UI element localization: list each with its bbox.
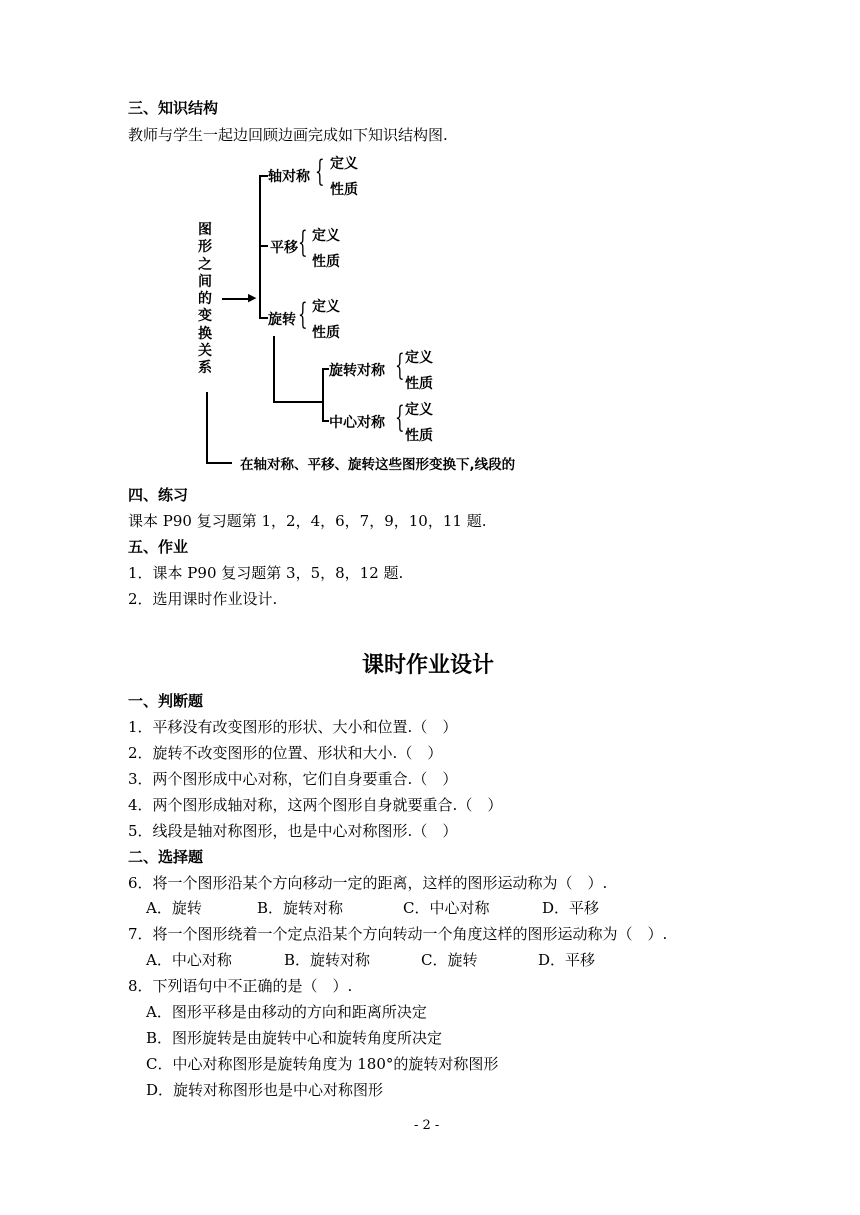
root-char: 的 [198,291,212,308]
trunk-line [259,175,261,318]
brace-icon: { [298,225,308,260]
sub-branch-line [322,368,324,421]
page-number: - 2 - [414,1118,440,1133]
option-item: C．旋转 [421,951,478,969]
section-heading-true-false: 一、判断题 [128,692,204,710]
option-item: D．平移 [542,899,600,917]
node-translation: 平移 [270,240,298,256]
sub-trunk-line [273,336,275,402]
question-item: 5．线段是轴对称图形，也是中心对称图形.（ ） [128,822,458,840]
leaf-definition: 定义 [405,402,433,418]
question-item: 7．将一个图形绕着一个定点沿某个方向转动一个角度这样的图形运动称为（ ）. [128,925,668,943]
brace-icon: { [395,348,405,383]
leaf-property: 性质 [330,182,358,198]
section-intro: 教师与学生一起边回顾边画完成如下知识结构图. [128,126,448,144]
root-char: 变 [198,308,212,325]
branch-line [259,245,268,247]
root-char: 之 [198,256,212,273]
arrow-head-icon: ▶ [248,291,257,304]
section-heading-homework: 五、作业 [128,538,189,556]
brace-icon: { [298,297,308,332]
option-item: D．平移 [538,951,596,969]
homework-item: 2．选用课时作业设计. [128,590,278,608]
question-item: 3．两个图形成中心对称，它们自身要重合.（ ） [128,770,458,788]
branch-line [322,420,329,422]
root-char: 系 [198,360,212,377]
leaf-property: 性质 [405,428,433,444]
node-central-symmetry: 中心对称 [329,415,385,431]
branch-line [322,368,329,370]
page-title: 课时作业设计 [362,653,495,678]
brace-icon: { [395,400,405,435]
leaf-property: 性质 [312,325,340,341]
branch-line [259,175,268,177]
leaf-property: 性质 [405,376,433,392]
option-item: B．旋转对称 [257,899,344,917]
root-char: 换 [198,325,212,342]
node-rotation: 旋转 [268,312,296,328]
branch-line [259,317,268,319]
section-heading-practice: 四、练习 [128,486,189,504]
option-item: A．图形平移是由移动的方向和距离所决定 [146,1003,427,1021]
leaf-definition: 定义 [312,299,340,315]
diagram-bottom-text: 在轴对称、平移、旋转这些图形变换下,线段的 [240,457,516,473]
root-char: 关 [198,343,212,360]
question-item: 1．平移没有改变图形的形状、大小和位置.（ ） [128,718,458,736]
leaf-definition: 定义 [405,350,433,366]
leaf-property: 性质 [312,254,340,270]
option-item: C．中心对称图形是旋转角度为 180°的旋转对称图形 [146,1055,499,1073]
root-char: 图 [198,222,212,238]
question-item: 4．两个图形成轴对称，这两个图形自身就要重合.（ ） [128,796,503,814]
section-heading-knowledge-structure: 三、知识结构 [128,99,219,117]
practice-text: 课本 P90 复习题第 1，2，4，6，7，9，10，11 题. [128,512,487,530]
option-item: A．中心对称 [146,951,232,969]
option-item: A．旋转 [146,899,202,917]
leaf-definition: 定义 [330,156,358,172]
homework-item: 1．课本 P90 复习题第 3，5，8，12 题. [128,564,404,582]
option-item: C．中心对称 [403,899,490,917]
root-char: 形 [198,239,212,256]
question-item: 8．下列语句中不正确的是（ ）. [128,977,353,995]
option-item: B．图形旋转是由旋转中心和旋转角度所决定 [146,1029,443,1047]
bottom-vertical-line [206,392,208,463]
leaf-definition: 定义 [312,228,340,244]
bottom-horizontal-line [206,462,232,464]
question-item: 2．旋转不改变图形的位置、形状和大小.（ ） [128,744,443,762]
section-heading-multiple-choice: 二、选择题 [128,848,204,866]
root-char: 间 [198,273,212,290]
option-item: D．旋转对称图形也是中心对称图形 [146,1081,384,1099]
option-item: B．旋转对称 [284,951,371,969]
node-rotational-symmetry: 旋转对称 [329,363,385,379]
brace-icon: { [315,154,325,189]
sub-connector-line [273,401,323,403]
question-item: 6．将一个图形沿某个方向移动一定的距离，这样的图形运动称为（ ）. [128,874,608,892]
node-axis-symmetry: 轴对称 [268,169,310,185]
diagram-root-label [198,222,216,378]
